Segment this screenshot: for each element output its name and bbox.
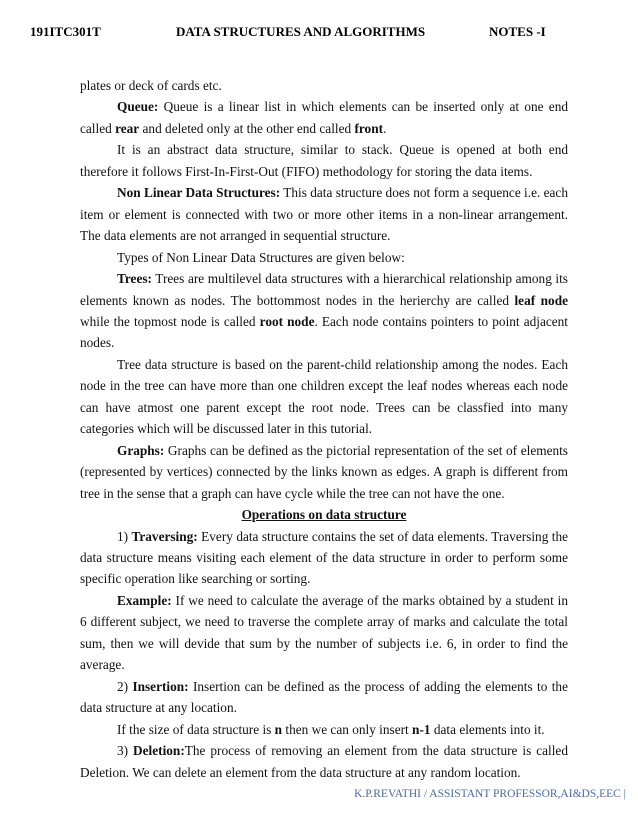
text-run: Types of Non Linear Data Structures are given below:	[117, 249, 405, 265]
text-run: 2)	[117, 678, 133, 694]
text-run: It is an abstract data structure, similar to stack. Queue is opened at both end therefore it follows First-In-First-Out (FIFO) methodology for storing the data items.	[80, 142, 568, 179]
bold-term: Queue:	[117, 99, 159, 115]
bold-term: Trees:	[117, 271, 152, 287]
page-footer: K.P.REVATHI / ASSISTANT PROFESSOR,AI&DS,EEC |	[354, 788, 626, 800]
bold-term: Traversing:	[131, 528, 198, 544]
page-header	[0, 24, 638, 44]
bold-term: Example:	[117, 592, 172, 608]
text-run: Queue is a linear list in which elements can be inserted only at one end called	[80, 99, 568, 136]
paragraph	[80, 526, 568, 590]
text-run: then we can only insert	[282, 721, 413, 737]
bold-term: front	[354, 120, 384, 136]
paragraph	[80, 182, 568, 246]
bold-term: Deletion:	[133, 743, 185, 759]
paragraph	[80, 96, 568, 139]
paragraph	[80, 247, 568, 268]
text-run: Graphs can be defined as the pictorial representation of the set of elements (represented by vertices) connected by the links known as edges. A graph is different from tree in the sense that a graph can have cycle while the tree can not have the one.	[80, 442, 568, 501]
paragraph	[80, 354, 568, 440]
text-run: data elements into it.	[430, 721, 545, 737]
bold-term: leaf node	[514, 292, 568, 308]
text-run: Trees are multilevel data structures with a hierarchical relationship among its elements known as nodes. The bottommost nodes in the herierchy are called	[80, 271, 568, 308]
text-run: This data structure does not form a sequence i.e. each item or element is connected with two or more other items in a non-linear arrangement. The data elements are not arranged in sequential structure.	[80, 185, 568, 244]
paragraph	[80, 719, 568, 740]
text-run: Every data structure contains the set of data elements. Traversing the data structure means visiting each element of the data structure in order to perform some specific operation like searching or sorting.	[80, 528, 568, 587]
paragraph	[80, 590, 568, 676]
text-run: .	[383, 120, 387, 136]
text-run: If the size of data structure is	[117, 721, 275, 737]
text-run: and deleted only at the other end called	[139, 120, 355, 136]
course-title: DATA STRUCTURES AND ALGORITHMS	[176, 24, 426, 39]
paragraph	[80, 139, 568, 182]
paragraph	[80, 676, 568, 719]
bold-term: root node	[259, 313, 315, 329]
text-run: while the topmost node is called	[80, 313, 260, 329]
text-run: 1)	[117, 528, 132, 544]
text-run: Operations on data structure	[241, 507, 407, 523]
paragraph	[80, 268, 568, 354]
bold-term: Insertion:	[132, 678, 189, 694]
paragraph	[80, 740, 568, 783]
text-run: 3)	[117, 743, 134, 759]
text-run: Tree data structure is based on the parent-child relationship among the nodes. Each node in the tree can have more than one children except the leaf nodes whereas each node can have atmost one parent except the root node. Trees can be classfied into many categories which will be discussed later in this tutorial.	[80, 356, 568, 437]
text-run: Insertion can be defined as the process of adding the elements to the data structure at any location.	[80, 678, 568, 716]
bold-term: Graphs:	[117, 442, 165, 458]
text-run: plates or deck of cards etc.	[80, 78, 222, 93]
text-run: If we need to calculate the average of the marks obtained by a student in 6 different subject, we need to traverse the complete array of marks and calculate the total sum, then we will devide that sum by the number of subjects i.e. 6, in order to find the average.	[80, 592, 568, 673]
bold-term: n-1	[412, 721, 431, 737]
bold-term: Non Linear Data Structures:	[117, 185, 281, 201]
text-run: . Each node contains pointers to point adjacent nodes.	[80, 313, 568, 351]
paragraph	[80, 440, 568, 504]
paragraph	[80, 75, 568, 96]
bold-term: n	[274, 721, 283, 737]
section-heading	[80, 504, 568, 525]
course-code: 191ITC301T	[30, 24, 101, 39]
bold-term: rear	[115, 120, 140, 136]
text-run: The process of removing an element from the data structure is called Deletion. We can delete an element from the data structure at any random location.	[80, 743, 568, 780]
notes-label: NOTES -I	[489, 24, 546, 39]
document-body	[80, 75, 568, 783]
